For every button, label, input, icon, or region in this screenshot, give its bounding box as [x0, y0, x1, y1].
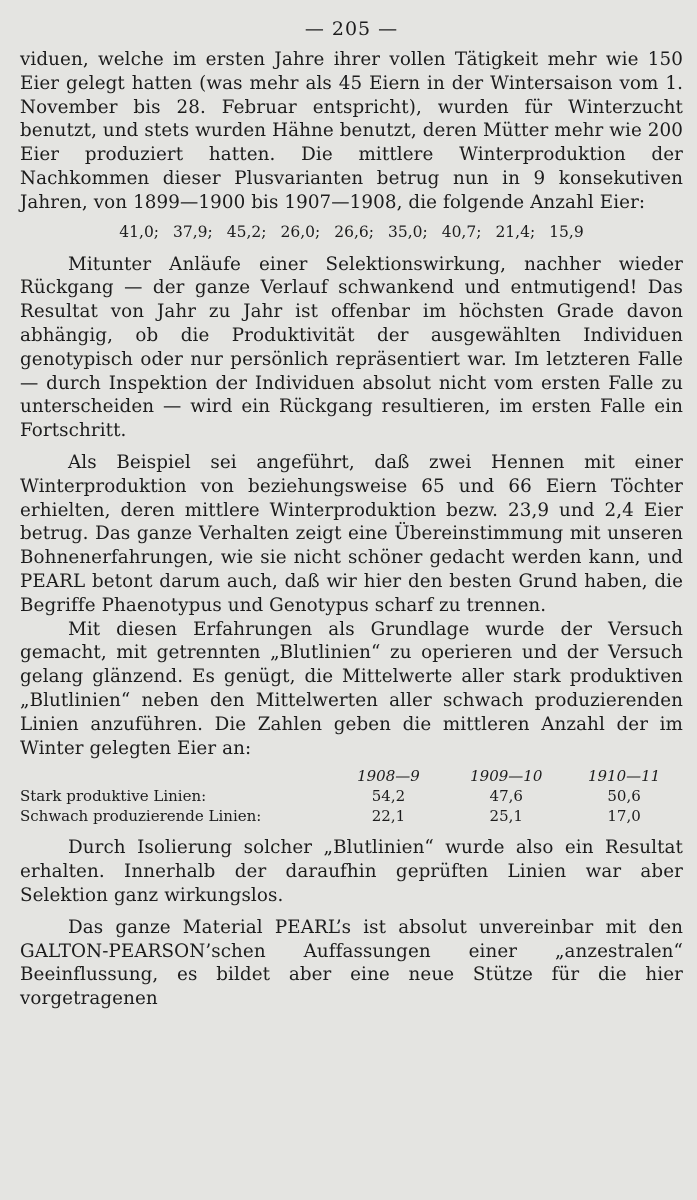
value-7: 40,7;: [441, 222, 482, 241]
paragraph-3: Als Beispiel sei angeführt, daß zwei Hennen mit einer Winterproduktion von beziehungsweise 65 und 66 Eiern Töchter erhielten, deren mittlere Winterproduktion bezw. 23,9 und 2,4 Eier betrug. Das ganze Verhalten zeigt eine Übereinstimmung mit unseren Bohnenerfahrungen, wie sie nicht schöner gedacht werden kann, und PEARL betont darum auch, daß wir hier den besten Grund haben, die Begriffe Phaenotypus und Genotypus scharf zu trennen.: [20, 451, 683, 616]
value-2: 37,9;: [173, 222, 213, 241]
row-label: Stark produktive Linien:: [20, 787, 207, 806]
year-3: 1910—11: [587, 767, 661, 786]
value-5: 26,6;: [334, 222, 374, 241]
table-cell: 25,1: [489, 807, 523, 826]
page-number: — 205 —: [304, 18, 399, 40]
paragraph-4: Mit diesen Erfahrungen als Grundlage wurde der Versuch gemacht, mit getrennten „Blutlinien“ zu operieren und der Versuch gelang glänzend. Es genügt, die Mittelwerte aller stark produktiven „Blutlinien“ neben den Mittelwerten aller schwach produzierenden Linien anzuführen. Die Zahlen geben die mittleren Anzahl der im Winter gelegten Eier an:: [20, 618, 683, 759]
egg-table: [20, 766, 683, 826]
paragraph-6: Das ganze Material PEARL’s ist absolut unvereinbar mit den GALTON-PEARSON’schen Auffassungen einer „anzestralen“ Beeinflussung, es bildet aber eine neue Stütze für die hier vorgetragenen: [20, 916, 683, 1010]
table-row: [20, 786, 683, 806]
value-9: 15,9: [549, 222, 584, 241]
year-2: 1909—10: [470, 767, 543, 786]
table-cell: 54,2: [371, 787, 406, 806]
paragraph-5: Durch Isolierung solcher „Blutlinien“ wurde also ein Resultat erhalten. Innerhalb der daraufhin geprüften Linien war aber Selektion ganz wirkungslos.: [20, 837, 683, 906]
table-cell: 17,0: [607, 807, 641, 826]
table-cell: 47,6: [489, 787, 523, 806]
table-row: [20, 806, 683, 826]
year-1: 1908—9: [357, 767, 420, 786]
value-4: 26,0;: [280, 222, 321, 241]
row-label: Schwach produzierende Linien:: [20, 807, 262, 826]
table-cell: 22,1: [371, 807, 406, 826]
value-1: 41,0;: [119, 222, 160, 241]
paragraph-2: Mitunter Anläufe einer Selektionswirkung, nachher wieder Rückgang — der ganze Verlauf schwankend und entmutigend! Das Resultat von Jahr zu Jahr ist offenbar im höchsten Grade davon abhängig, ob die Produktivität der ausgewählten Individuen genotypisch oder nur persönlich repräsentiert war. Im letzteren Falle — durch Inspektion der Individuen absolut nicht vom ersten Falle zu unterscheiden — wird ein Rückgang resultieren, im ersten Falle ein Fortschritt.: [20, 253, 683, 442]
paragraph-1: viduen, welche im ersten Jahre ihrer vollen Tätigkeit mehr wie 150 Eier gelegt hatten (was mehr als 45 Eiern in der Wintersaison vom 1. November bis 28. Februar entspricht), wurden für Winterzucht benutzt, und stets wurden Hähne benutzt, deren Mütter mehr wie 200 Eier produziert hatten. Die mittlere Winterproduktion der Nachkommen dieser Plusvarianten betrug nun in 9 konsekutiven Jahren, von 1899—1900 bis 1907—1908, die folgende Anzahl Eier:: [20, 49, 683, 213]
value-3: 45,2;: [226, 222, 267, 241]
value-8: 21,4;: [495, 222, 536, 241]
winter-production-values: [20, 221, 683, 243]
table-cell: 50,6: [607, 787, 641, 806]
value-6: 35,0;: [387, 222, 428, 241]
table-header-row: [20, 766, 683, 786]
